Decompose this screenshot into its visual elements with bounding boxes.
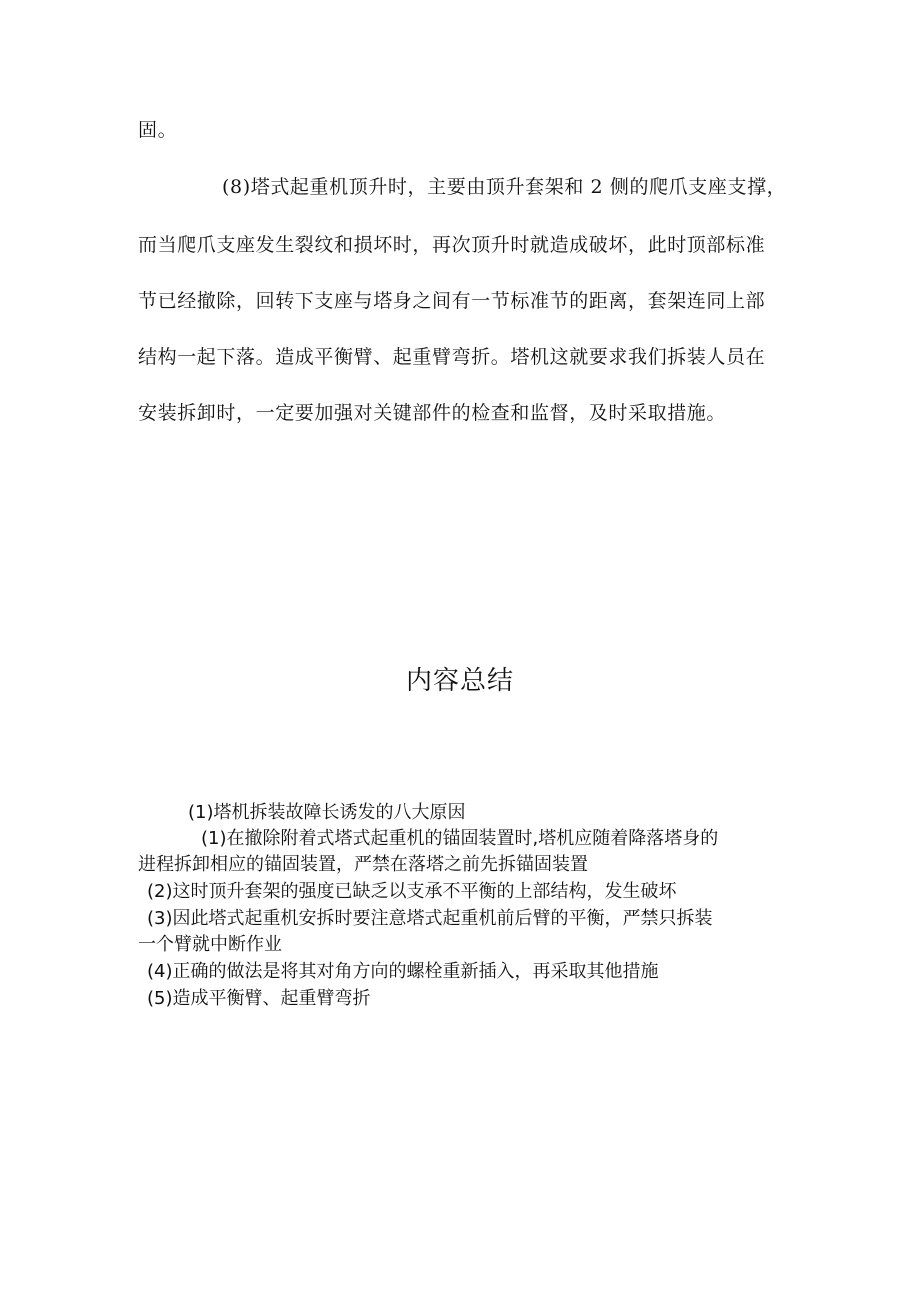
- body-line-3: 而当爬爪支座发生裂纹和损坏时，再次顶升时就造成破坏，此时顶部标准: [138, 234, 766, 256]
- summary-line-2: (1)在撤除附着式塔式起重机的锚固装置时,塔机应随着降落塔身的: [201, 828, 719, 849]
- body-line-2: (8)塔式起重机顶升时，主要由顶升套架和 2 侧的爬爪支座支撑，: [222, 176, 787, 198]
- body-line-4: 节已经撤除，回转下支座与塔身之间有一节标准节的距离，套架连同上部: [138, 290, 766, 312]
- summary-line-5: (3)因此塔式起重机安拆时要注意塔式起重机前后臂的平衡，严禁只拆装: [147, 908, 713, 929]
- summary-line-7: (4)正确的做法是将其对角方向的螺栓重新插入，再采取其他措施: [147, 961, 659, 982]
- body-line-1: 固。: [138, 119, 178, 141]
- summary-line-8: (5)造成平衡臂、起重臂弯折: [147, 988, 371, 1009]
- body-line-6: 安装拆卸时，一定要加强对关键部件的检查和监督，及时采取措施。: [138, 402, 727, 424]
- body-line-5: 结构一起下落。造成平衡臂、起重臂弯折。塔机这就要求我们拆装人员在: [138, 346, 766, 368]
- summary-title: 内容总结: [405, 666, 514, 696]
- summary-line-6: 一个臂就中断作业: [138, 934, 282, 955]
- summary-line-4: (2)这时顶升套架的强度已缺乏以支承不平衡的上部结构，发生破坏: [147, 881, 677, 902]
- summary-line-3: 进程拆卸相应的锚固装置，严禁在落塔之前先拆锚固装置: [138, 854, 588, 875]
- summary-line-1: (1)塔机拆装故障长诱发的八大原因: [188, 802, 466, 823]
